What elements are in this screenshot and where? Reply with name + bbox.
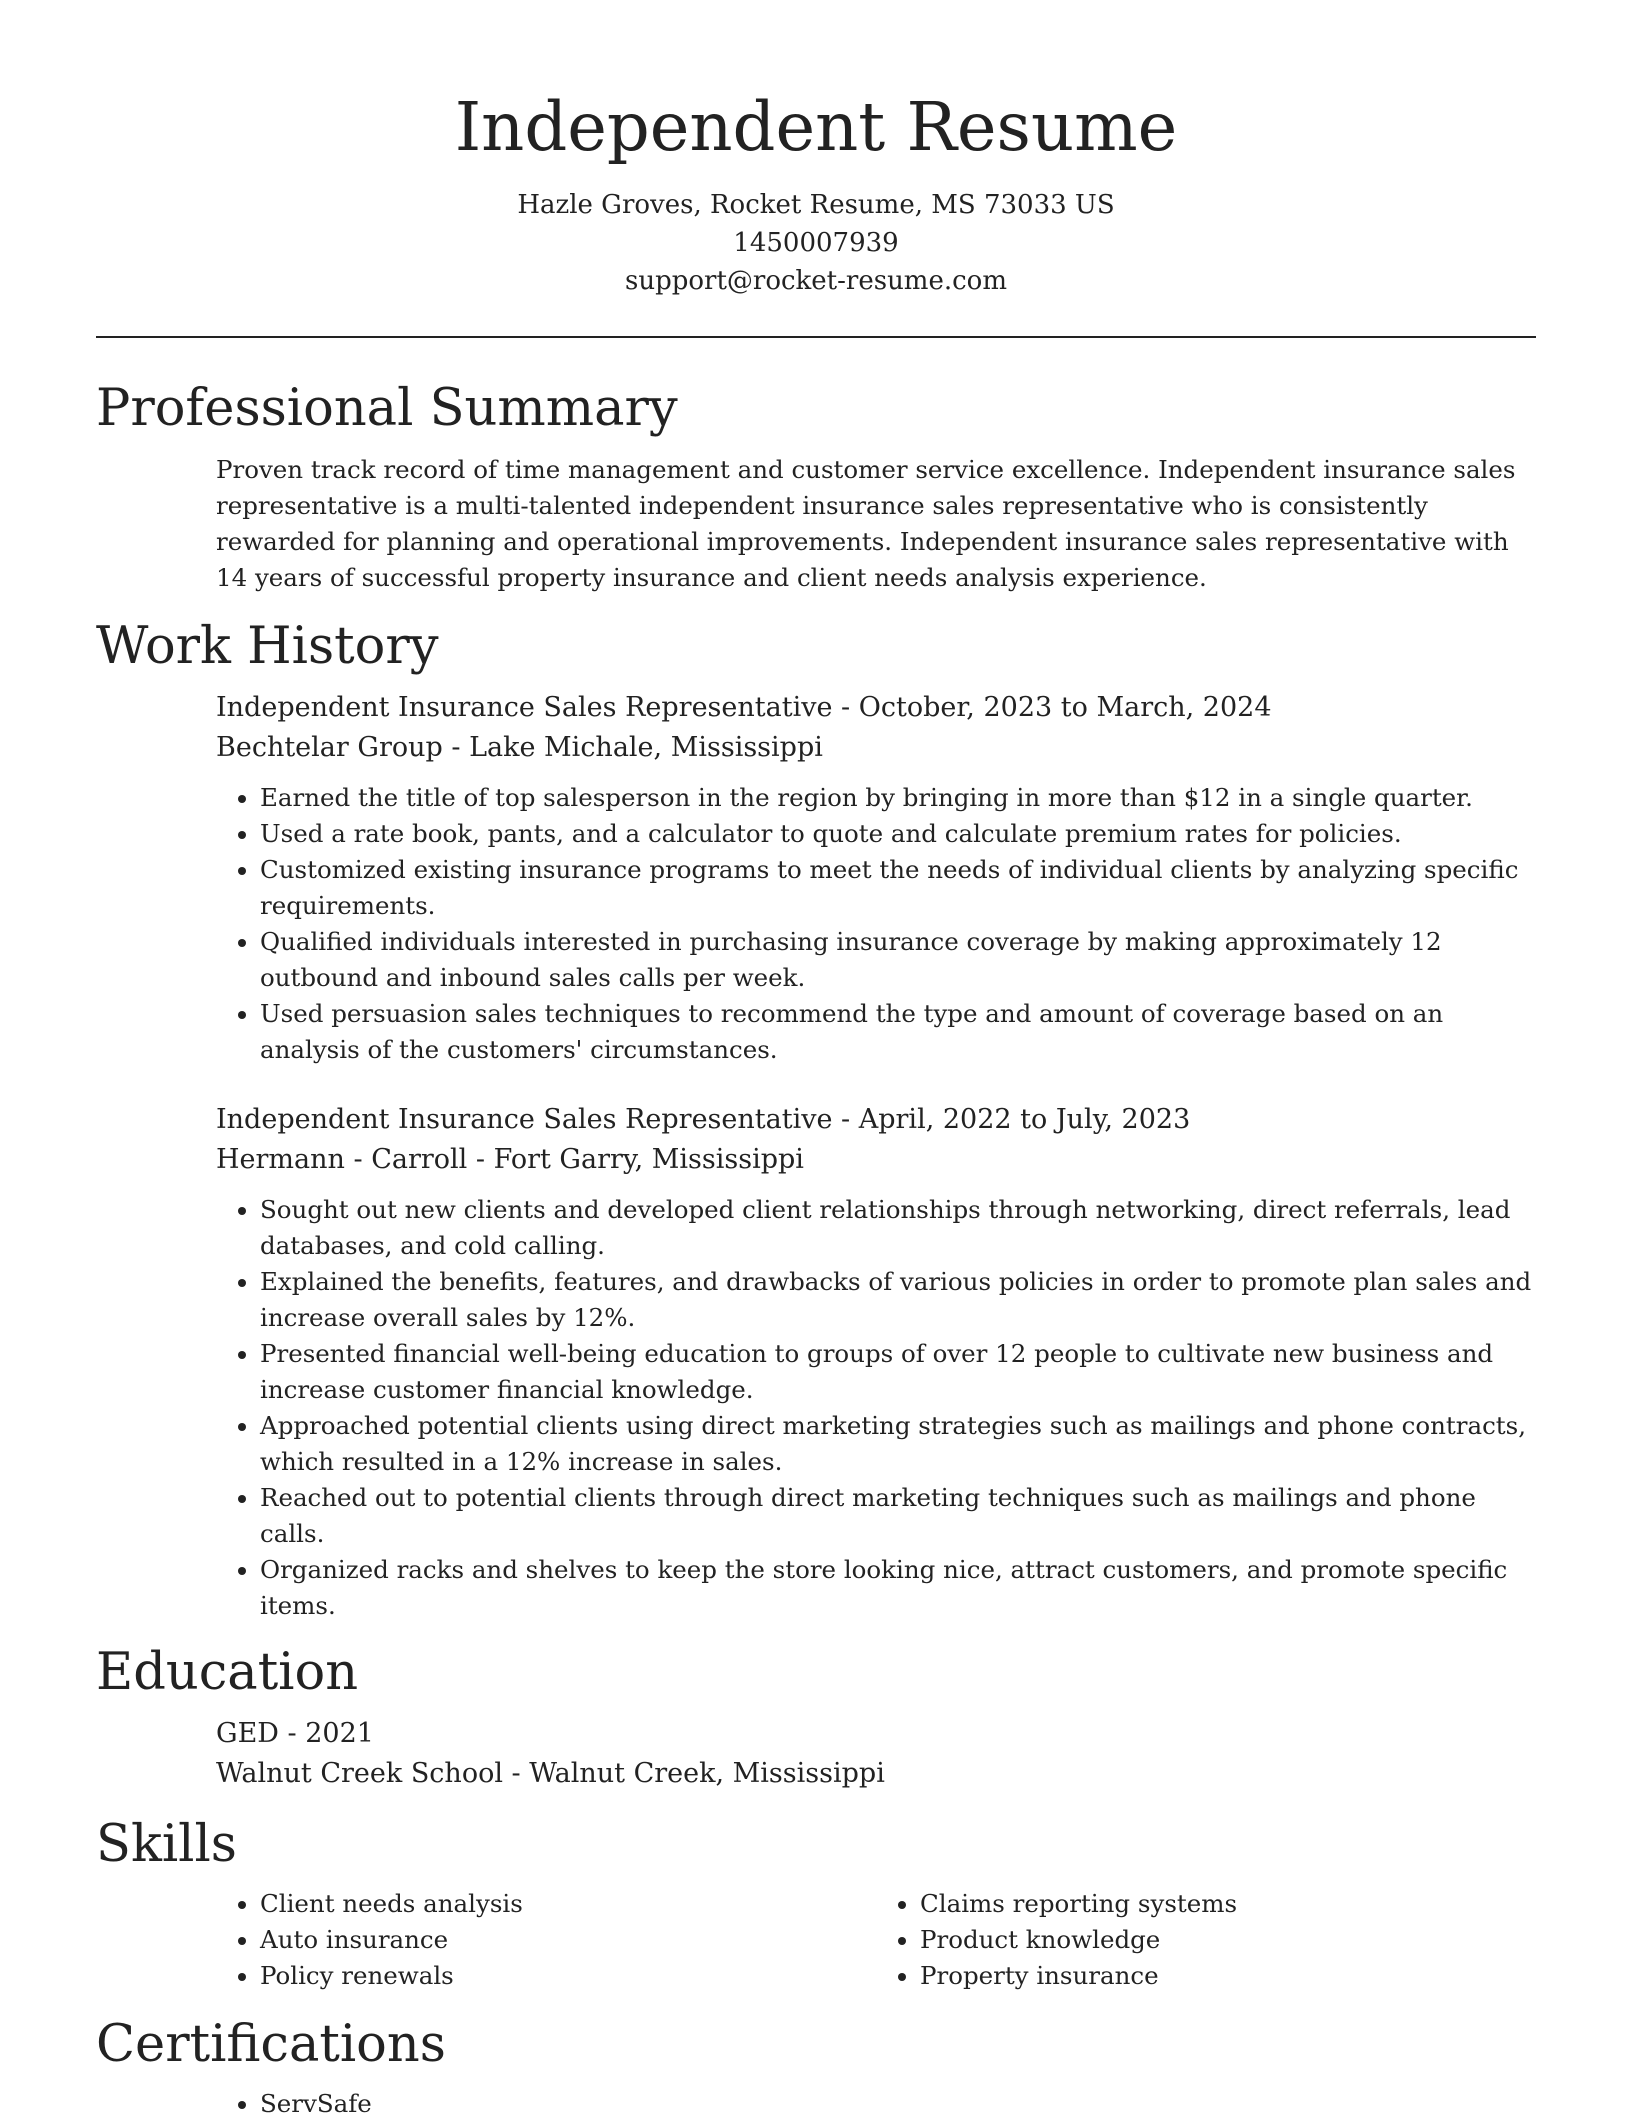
email: support@rocket-resume.com <box>624 266 1007 296</box>
list-item: • Used persuasion sales techniques to recommend the type and amount of coverage based on an analysis of the customers' circumstances. <box>260 996 1536 1068</box>
work-history-section <box>96 614 1536 1624</box>
work-history-heading: Work History <box>96 617 439 676</box>
education-section <box>96 1640 1536 1794</box>
list-item: • Explained the benefits, features, and drawbacks of various policies in order to promote plan sales and increase overall sales by 12%. <box>260 1264 1536 1336</box>
summary-heading: Professional Summary <box>96 379 678 438</box>
job-bullets <box>216 780 1536 1068</box>
skills-grid <box>216 1886 1536 1994</box>
job-title-line <box>216 688 1536 728</box>
job-company-line <box>216 1140 1536 1180</box>
list-item: • Organized racks and shelves to keep the store looking nice, attract customers, and promote specific items. <box>260 1552 1536 1624</box>
job-entry <box>96 1100 1536 1624</box>
summary-text: Proven track record of time management and customer service excellence. Independent insurance sales representative is a multi-talented independent insurance sales representative who is consistently rewarded for planning and operational improvements. Independent insurance sales representative with 14 years of successful property insurance and client needs analysis experience. <box>216 455 1516 592</box>
list-item: • Property insurance <box>920 1958 1536 1994</box>
job-location: - Lake Michale, Mississippi <box>442 732 823 763</box>
list-item: • Presented financial well-being education to groups of over 12 people to cultivate new business and increase customer financial knowledge. <box>260 1336 1536 1408</box>
list-item: • Sought out new clients and developed client relationships through networking, direct referrals, lead databases, and cold calling. <box>260 1192 1536 1264</box>
job-title-line <box>216 1100 1536 1140</box>
job-location: - Fort Garry, Mississippi <box>467 1144 804 1175</box>
skills-heading: Skills <box>96 1815 237 1874</box>
resume-header <box>96 0 1536 300</box>
list-item: • Customized existing insurance programs to meet the needs of individual clients by analyzing specific requirements. <box>260 852 1536 924</box>
skills-column-left <box>216 1886 876 1994</box>
certifications-heading: Certifications <box>96 2015 446 2074</box>
list-item: • Client needs analysis <box>260 1886 876 1922</box>
job-company-line <box>216 728 1536 768</box>
list-item: • Earned the title of top salesperson in the region by bringing in more than $12 in a single quarter. <box>260 780 1536 816</box>
skills-column-right <box>876 1886 1536 1994</box>
list-item: • Claims reporting systems <box>920 1886 1536 1922</box>
list-item: • Qualified individuals interested in purchasing insurance coverage by making approximately 12 outbound and inbound sales calls per week. <box>260 924 1536 996</box>
job-company: Bechtelar Group <box>216 732 443 763</box>
education-school: Walnut Creek School <box>216 1758 503 1789</box>
header-divider <box>96 336 1536 338</box>
job-title: Independent Insurance Sales Representative <box>216 692 833 723</box>
resume-name: Independent Resume <box>454 88 1178 166</box>
education-heading: Education <box>96 1643 359 1702</box>
summary-section <box>96 376 1536 596</box>
education-school-line <box>216 1754 1536 1794</box>
list-item: • ServSafe <box>260 2086 1536 2122</box>
job-company: Hermann - Carroll <box>216 1144 468 1175</box>
phone: 1450007939 <box>733 228 899 258</box>
list-item: • Used a rate book, pants, and a calculator to quote and calculate premium rates for policies. <box>260 816 1536 852</box>
list-item: • Product knowledge <box>920 1922 1536 1958</box>
address: Hazle Groves, Rocket Resume, MS 73033 US <box>517 190 1115 220</box>
job-dates: - October, 2023 to March, 2024 <box>832 692 1272 723</box>
list-item: • Reached out to potential clients through direct marketing techniques such as mailings and phone calls. <box>260 1480 1536 1552</box>
list-item: • Policy renewals <box>260 1958 876 1994</box>
contact-block <box>96 186 1536 300</box>
job-entry <box>96 688 1536 1068</box>
job-bullets <box>216 1192 1536 1624</box>
list-item: • Approached potential clients using direct marketing strategies such as mailings and phone contracts, which resulted in a 12% increase in sales. <box>260 1408 1536 1480</box>
certifications-section <box>96 2012 1536 2122</box>
certifications-list <box>216 2086 1536 2122</box>
job-dates: - April, 2022 to July, 2023 <box>832 1104 1191 1135</box>
education-location: - Walnut Creek, Mississippi <box>502 1758 885 1789</box>
education-degree: GED - 2021 <box>216 1718 374 1749</box>
skills-section <box>96 1812 1536 1994</box>
job-title: Independent Insurance Sales Representative <box>216 1104 833 1135</box>
list-item: • Auto insurance <box>260 1922 876 1958</box>
